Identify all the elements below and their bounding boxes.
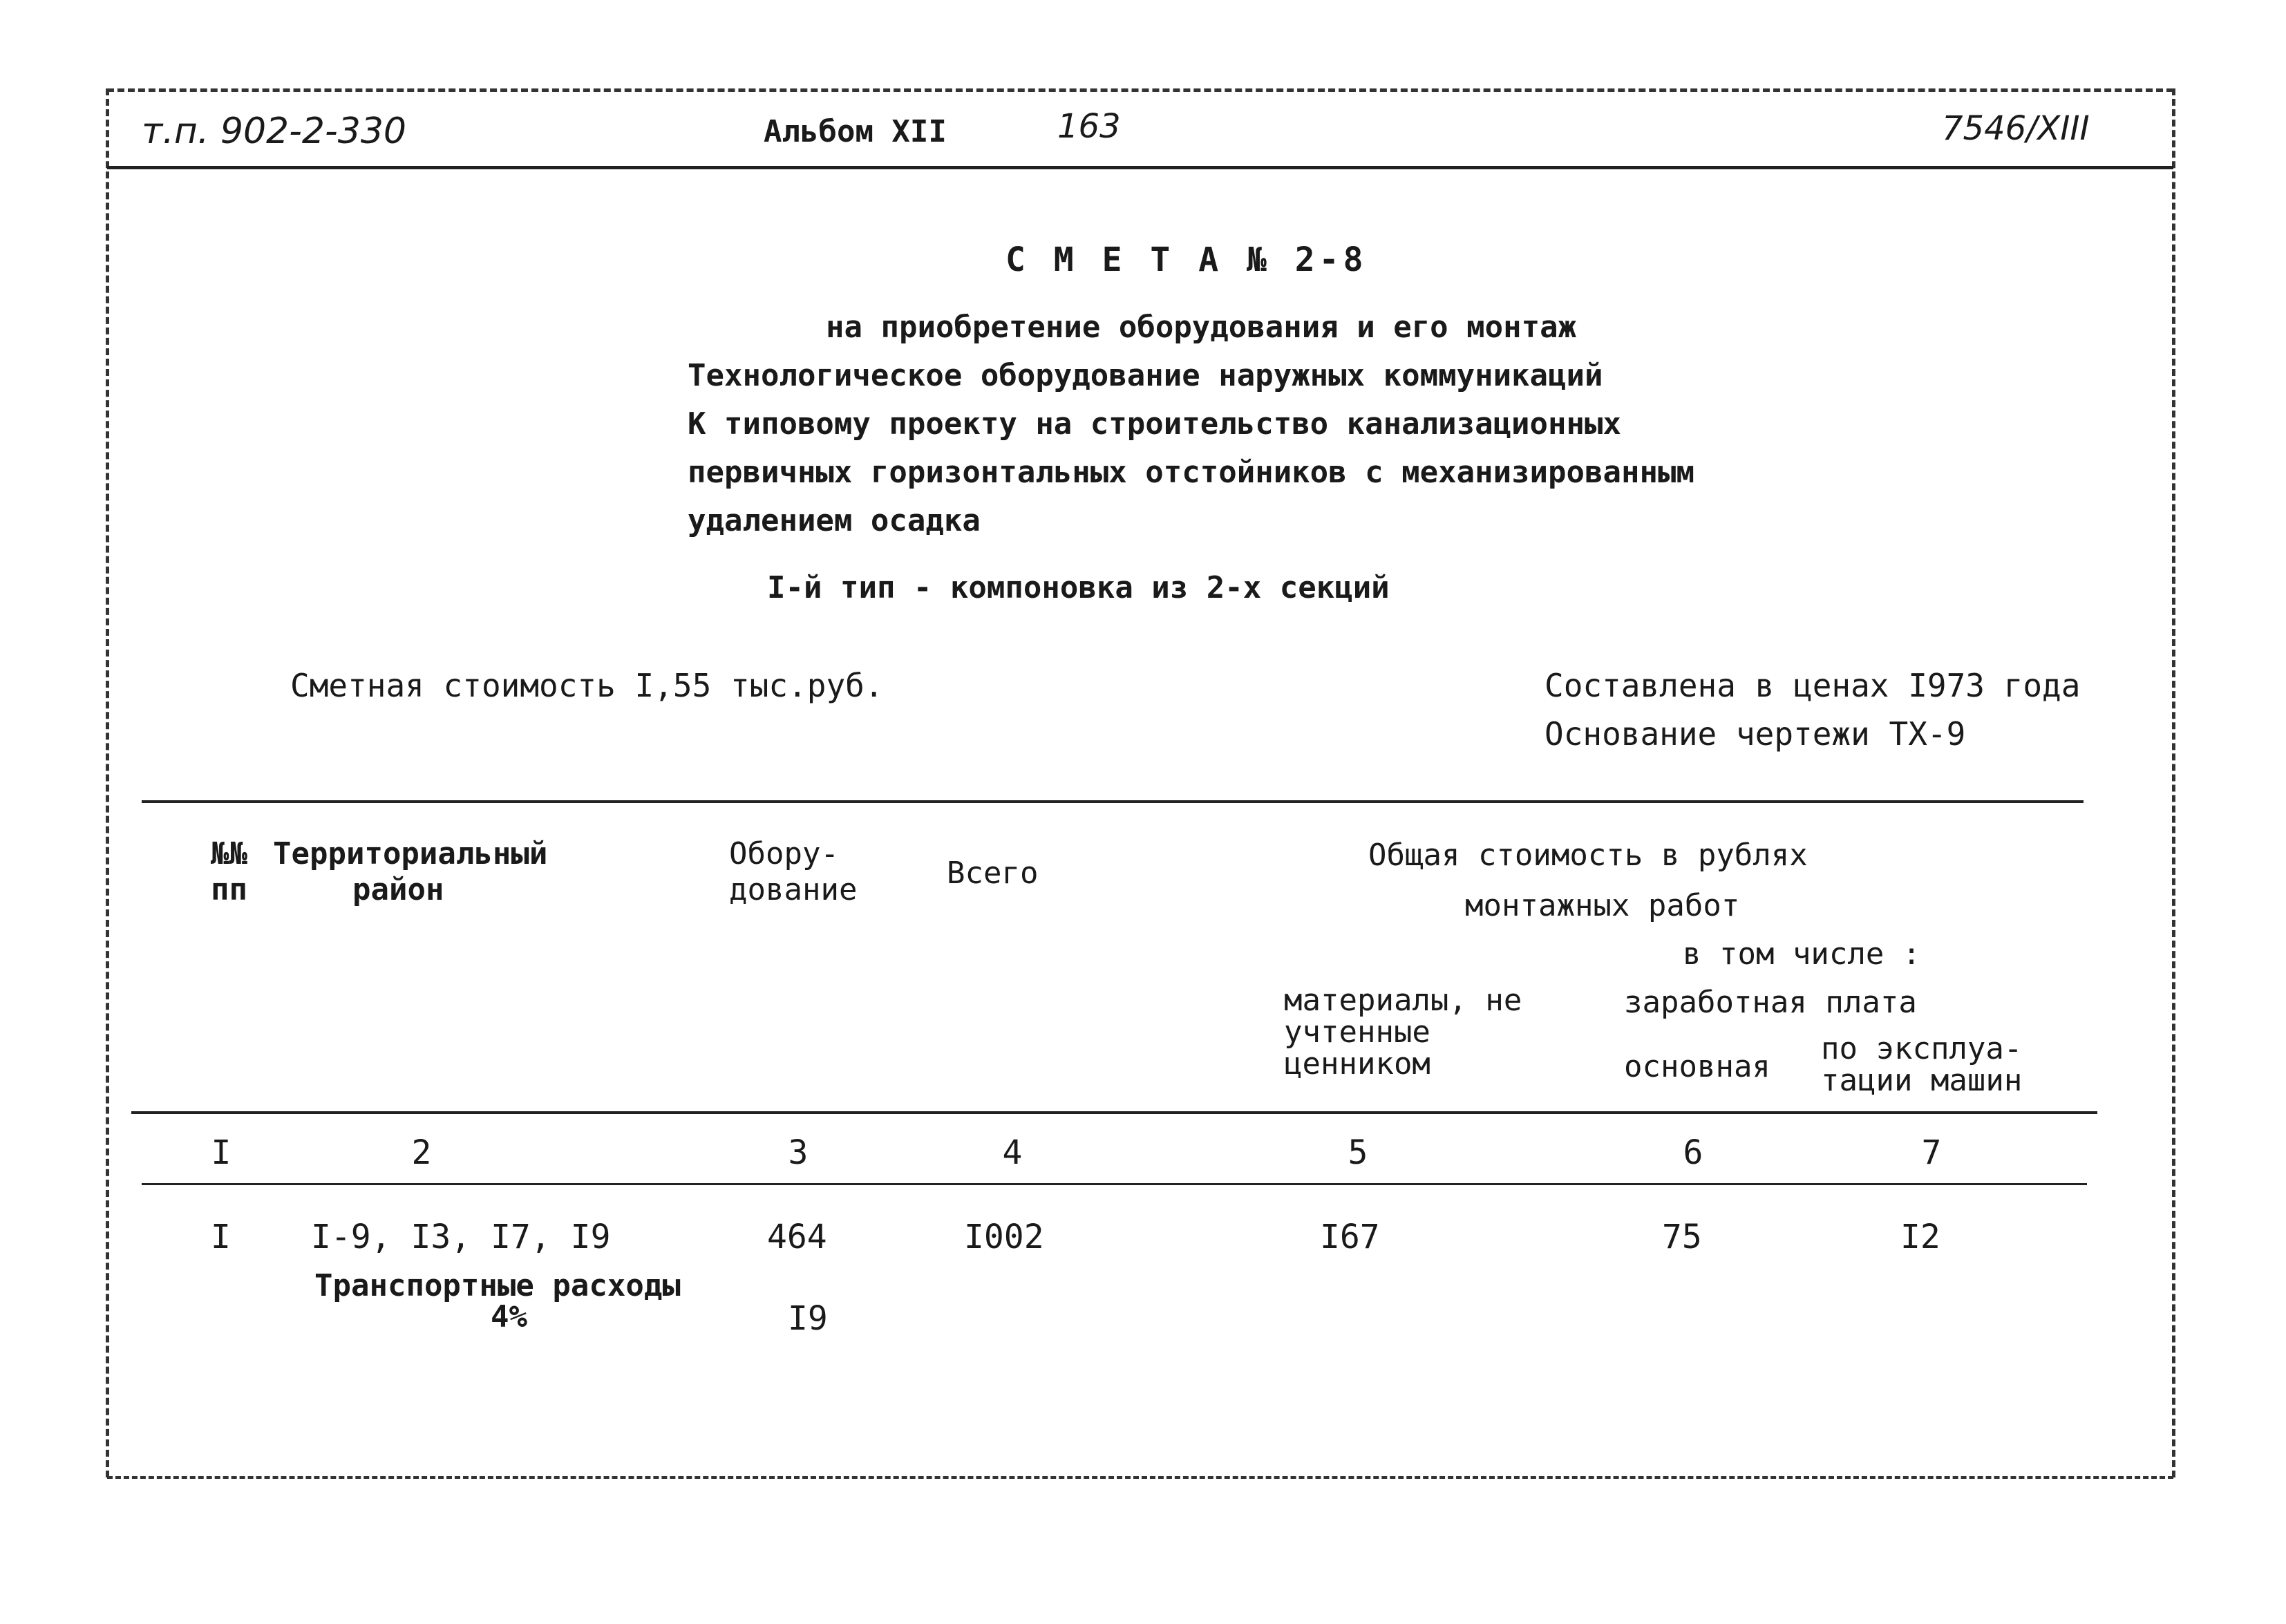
row-equipment: 464 bbox=[767, 1218, 827, 1256]
header-num-line1: №№ bbox=[211, 836, 247, 871]
column-number-5: 5 bbox=[1348, 1133, 1368, 1172]
row-total: I002 bbox=[964, 1218, 1044, 1256]
row-wages-basic: 75 bbox=[1662, 1218, 1702, 1256]
title-line-1: на приобретение оборудования и его монтаж bbox=[826, 310, 1577, 345]
title-line-3: К типовому проекту на строительство канализационных bbox=[688, 406, 1622, 442]
row-materials: I67 bbox=[1320, 1218, 1380, 1256]
header-divider bbox=[107, 166, 2173, 169]
header-machines-line2: тации машин bbox=[1821, 1063, 2023, 1098]
title-line-2: Технологическое оборудование наружных коммуникаций bbox=[688, 358, 1603, 393]
column-number-2: 2 bbox=[411, 1133, 432, 1172]
column-number-3: 3 bbox=[788, 1133, 809, 1172]
row-machines: I2 bbox=[1900, 1218, 1940, 1256]
header-bottom-rule bbox=[131, 1111, 2097, 1114]
column-number-7: 7 bbox=[1921, 1133, 1942, 1172]
frame-right-border bbox=[2172, 88, 2175, 1477]
header-region-line1: Территориальный bbox=[273, 836, 548, 871]
header-wages-basic: основная bbox=[1624, 1049, 1770, 1084]
transport-label: Транспортные расходы bbox=[314, 1268, 681, 1303]
header-materials-line2: учтенные bbox=[1284, 1014, 1430, 1050]
transport-percent: 4% bbox=[491, 1299, 527, 1334]
subtitle: I-й тип - компоновка из 2-х секций bbox=[767, 570, 1390, 605]
header-equipment-line1: Обору- bbox=[729, 836, 839, 871]
frame-bottom-border bbox=[107, 1476, 2173, 1479]
project-code: т.п. 902-2-330 bbox=[142, 111, 406, 152]
column-number-6: 6 bbox=[1683, 1133, 1703, 1172]
row-region: I-9, I3, I7, I9 bbox=[311, 1218, 611, 1256]
estimate-heading: С М Е Т А № 2-8 bbox=[1005, 240, 1368, 279]
album-label: Альбом XII bbox=[764, 114, 947, 149]
frame-left-border bbox=[106, 88, 109, 1477]
header-equipment-line2: дование bbox=[729, 872, 858, 907]
header-materials-line1: материалы, не bbox=[1284, 983, 1522, 1018]
header-wages: заработная плата bbox=[1624, 985, 1917, 1020]
table-top-rule bbox=[142, 800, 2084, 803]
column-number-1: I bbox=[211, 1133, 232, 1172]
prices-year: Составлена в ценах I973 года bbox=[1545, 667, 2081, 704]
header-equipment bbox=[729, 836, 857, 908]
frame-top-border bbox=[107, 88, 2173, 92]
title-line-4: первичных горизонтальных отстойников с механизированным bbox=[688, 455, 1694, 490]
header-machines bbox=[1821, 1033, 2022, 1097]
header-materials-line3: ценником bbox=[1284, 1046, 1430, 1082]
header-num-line2: пп bbox=[211, 872, 247, 907]
column-numbers-rule bbox=[142, 1183, 2087, 1185]
archive-number: 7546/XIII bbox=[1942, 109, 2090, 148]
header-incl: в том числе : bbox=[1683, 936, 1921, 972]
header-machines-line1: по эксплуа- bbox=[1821, 1031, 2023, 1066]
header-group-line1: Общая стоимость в рублях bbox=[1368, 838, 1808, 873]
header-total: Всего bbox=[947, 856, 1039, 891]
page-number: 163 bbox=[1057, 107, 1121, 146]
header-materials bbox=[1284, 985, 1522, 1080]
title-line-5: удалением осадка bbox=[688, 503, 981, 538]
row-num: I bbox=[211, 1218, 231, 1256]
header-region bbox=[273, 836, 547, 908]
header-region-line2: район bbox=[352, 872, 444, 907]
header-num bbox=[211, 836, 247, 908]
estimated-cost: Сметная стоимость I,55 тыс.руб. bbox=[290, 667, 884, 704]
transport-equipment: I9 bbox=[788, 1299, 828, 1338]
header-group-line2: монтажных работ bbox=[1465, 888, 1740, 923]
column-number-4: 4 bbox=[1002, 1133, 1023, 1172]
basis-drawings: Основание чертежи ТХ-9 bbox=[1545, 715, 1966, 753]
